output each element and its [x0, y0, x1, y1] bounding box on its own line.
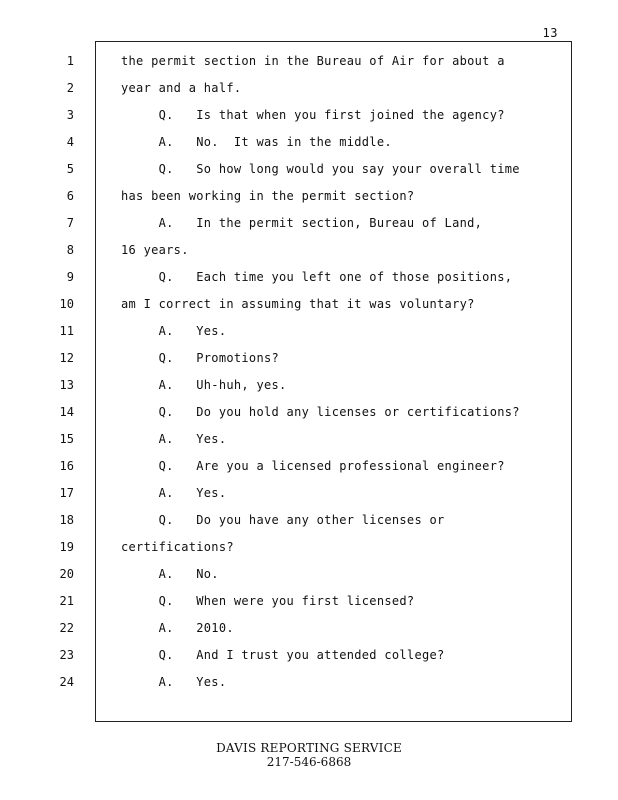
line-number: 7	[66, 216, 74, 230]
line-number: 9	[66, 270, 74, 284]
line-number: 21	[59, 594, 74, 608]
line-number-column	[40, 52, 80, 700]
transcript-line: Q. Do you have any other licenses or	[121, 513, 445, 527]
line-number: 18	[59, 513, 74, 527]
line-number: 20	[59, 567, 74, 581]
line-number: 19	[59, 540, 74, 554]
transcript-line: A. Uh-huh, yes.	[121, 378, 287, 392]
line-number: 16	[59, 459, 74, 473]
line-number: 12	[59, 351, 74, 365]
transcript-line: Q. Promotions?	[121, 351, 280, 365]
line-number: 8	[66, 243, 74, 257]
transcript-line: A. In the permit section, Bureau of Land,	[121, 216, 483, 230]
transcript-line: A. No. It was in the middle.	[121, 135, 392, 149]
transcript-line: Q. Is that when you first joined the agency?	[121, 108, 505, 122]
line-number: 15	[59, 432, 74, 446]
line-number: 13	[59, 378, 74, 392]
line-number: 1	[66, 54, 74, 68]
transcript-line: A. Yes.	[121, 324, 227, 338]
footer	[0, 741, 618, 769]
transcript-line: A. Yes.	[121, 486, 227, 500]
line-number: 6	[66, 189, 74, 203]
transcript-line: the permit section in the Bureau of Air for about a	[121, 54, 505, 68]
transcript-line: Q. And I trust you attended college?	[121, 648, 445, 662]
reporter-name: DAVIS REPORTING SERVICE	[216, 741, 402, 755]
line-number: 3	[66, 108, 74, 122]
line-number: 17	[59, 486, 74, 500]
transcript-line: Q. Each time you left one of those positions,	[121, 270, 513, 284]
line-number: 22	[59, 621, 74, 635]
line-number: 23	[59, 648, 74, 662]
transcript-line: am I correct in assuming that it was voluntary?	[121, 297, 475, 311]
reporter-phone: 217-546-6868	[266, 755, 352, 769]
line-number: 10	[59, 297, 74, 311]
transcript-line: Q. So how long would you say your overall time	[121, 162, 520, 176]
line-number: 24	[59, 675, 74, 689]
transcript-line: certifications?	[121, 540, 234, 554]
line-number: 5	[66, 162, 74, 176]
transcript-line: Q. Do you hold any licenses or certifications?	[121, 405, 520, 419]
line-number: 4	[66, 135, 74, 149]
transcript-line: A. No.	[121, 567, 219, 581]
transcript-line: Q. Are you a licensed professional engineer?	[121, 459, 505, 473]
transcript-line: 16 years.	[121, 243, 189, 257]
line-number: 11	[59, 324, 74, 338]
transcript-line: A. Yes.	[121, 675, 227, 689]
transcript-line: A. 2010.	[121, 621, 234, 635]
transcript-line: year and a half.	[121, 81, 242, 95]
line-number: 14	[59, 405, 74, 419]
transcript-body	[121, 52, 561, 700]
transcript-line: Q. When were you first licensed?	[121, 594, 415, 608]
transcript-line: has been working in the permit section?	[121, 189, 415, 203]
page-number: 13	[542, 26, 558, 40]
transcript-line: A. Yes.	[121, 432, 227, 446]
line-number: 2	[66, 81, 74, 95]
